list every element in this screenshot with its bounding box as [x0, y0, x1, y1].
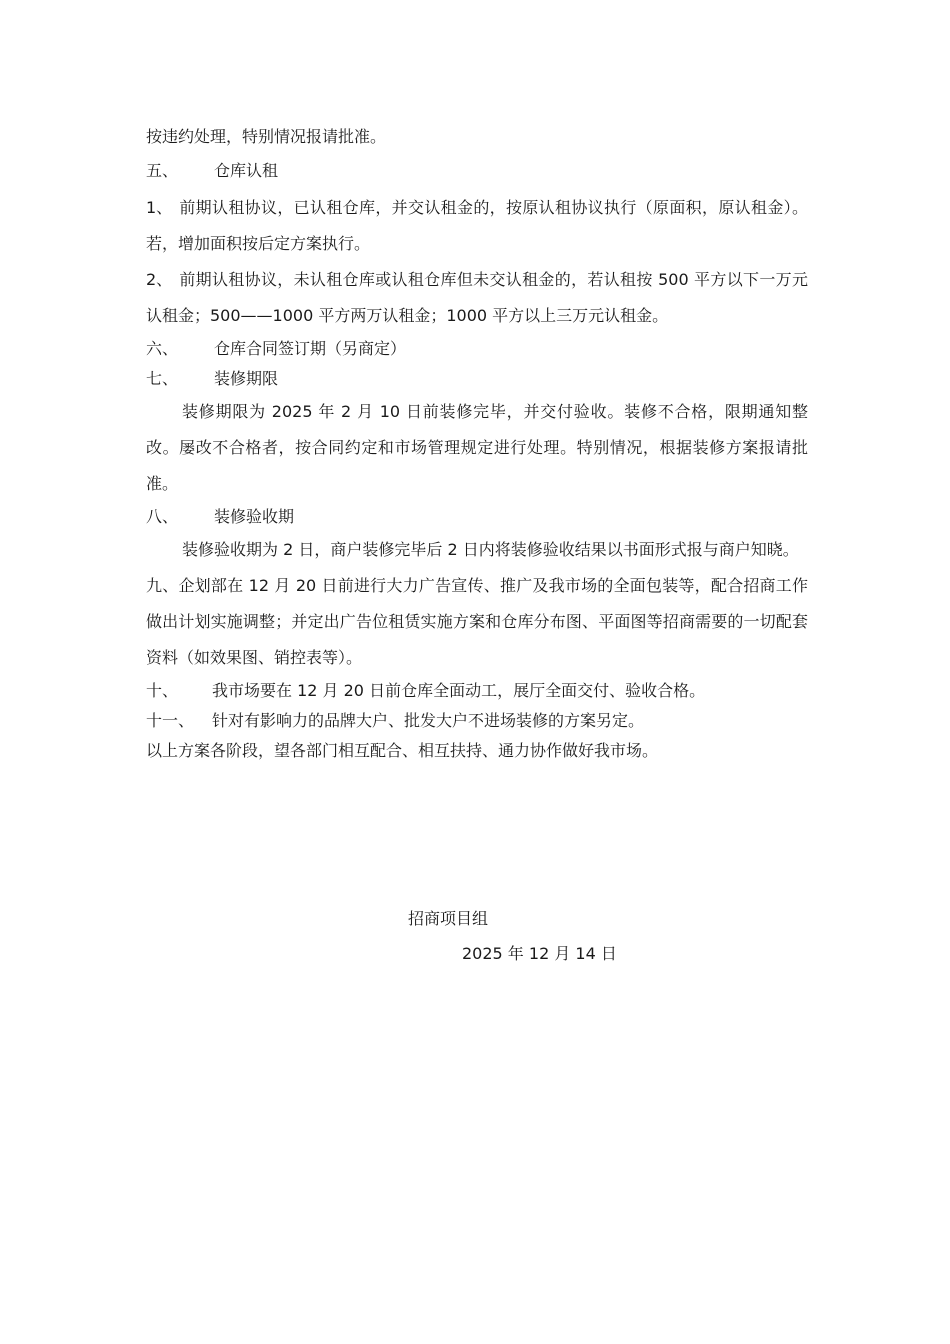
- item-text: 前期认租协议，未认租仓库或认租仓库但未交认租金的，若认租按 500 平方以下一万元认租金；500——1000 平方两万认租金；1000 平方以上三万元认租金。: [146, 270, 808, 325]
- signature-date: 2025 年 12 月 14 日: [462, 944, 617, 963]
- item-number: 2、: [146, 270, 173, 289]
- section-title: 装修期限: [214, 369, 279, 388]
- section-number: 十、: [146, 681, 179, 700]
- section-number: 七、: [146, 369, 179, 388]
- section-5-item-1: [146, 190, 808, 262]
- section-8-body: 装修验收期为 2 日，商户装修完毕后 2 日内将装修验收结果以书面形式报与商户知晓。: [182, 540, 799, 559]
- document-body: [146, 120, 808, 766]
- section-title: 装修验收期: [214, 507, 295, 526]
- signature-org: 招商项目组: [408, 909, 489, 928]
- section-number: 八、: [146, 507, 179, 526]
- section-text: 我市场要在 12 月 20 日前仓库全面动工，展厅全面交付、验收合格。: [212, 681, 706, 700]
- section-number: 十一、: [146, 711, 195, 730]
- section-9: 九、企划部在 12 月 20 日前进行大力广告宣传、推广及我市场的全面包装等，配合招商工作做出计划实施调整；并定出广告位租赁实施方案和仓库分布图、平面图等招商需要的一切配套资料（如效果图、销控表等）。: [146, 576, 808, 667]
- item-number: 1、: [146, 198, 173, 217]
- section-6-heading: [146, 334, 808, 364]
- section-number: 五、: [146, 161, 179, 180]
- item-text: 前期认租协议，已认租仓库，并交认租金的，按原认租协议执行（原面积，原认租金）。若，增加面积按后定方案执行。: [146, 198, 808, 253]
- paragraph-continuation: 按违约处理，特别情况报请批准。: [146, 127, 387, 146]
- closing-paragraph: 以上方案各阶段，望各部门相互配合、相互扶持、通力协作做好我市场。: [146, 741, 659, 760]
- section-11: [146, 706, 808, 736]
- section-5-heading: [146, 154, 808, 188]
- section-title: 仓库认租: [214, 161, 279, 180]
- section-title: 仓库合同签订期（另商定）: [214, 339, 407, 358]
- section-number: 六、: [146, 339, 179, 358]
- section-7-heading: [146, 364, 808, 394]
- section-5-item-2: [146, 262, 808, 334]
- section-7-body: 装修期限为 2025 年 2 月 10 日前装修完毕，并交付验收。装修不合格，限期通知整改。屡改不合格者，按合同约定和市场管理规定进行处理。特别情况，根据装修方案报请批准。: [146, 402, 808, 493]
- section-text: 针对有影响力的品牌大户、批发大户不进场装修的方案另定。: [212, 711, 645, 730]
- section-10: [146, 676, 808, 706]
- section-8-heading: [146, 502, 808, 532]
